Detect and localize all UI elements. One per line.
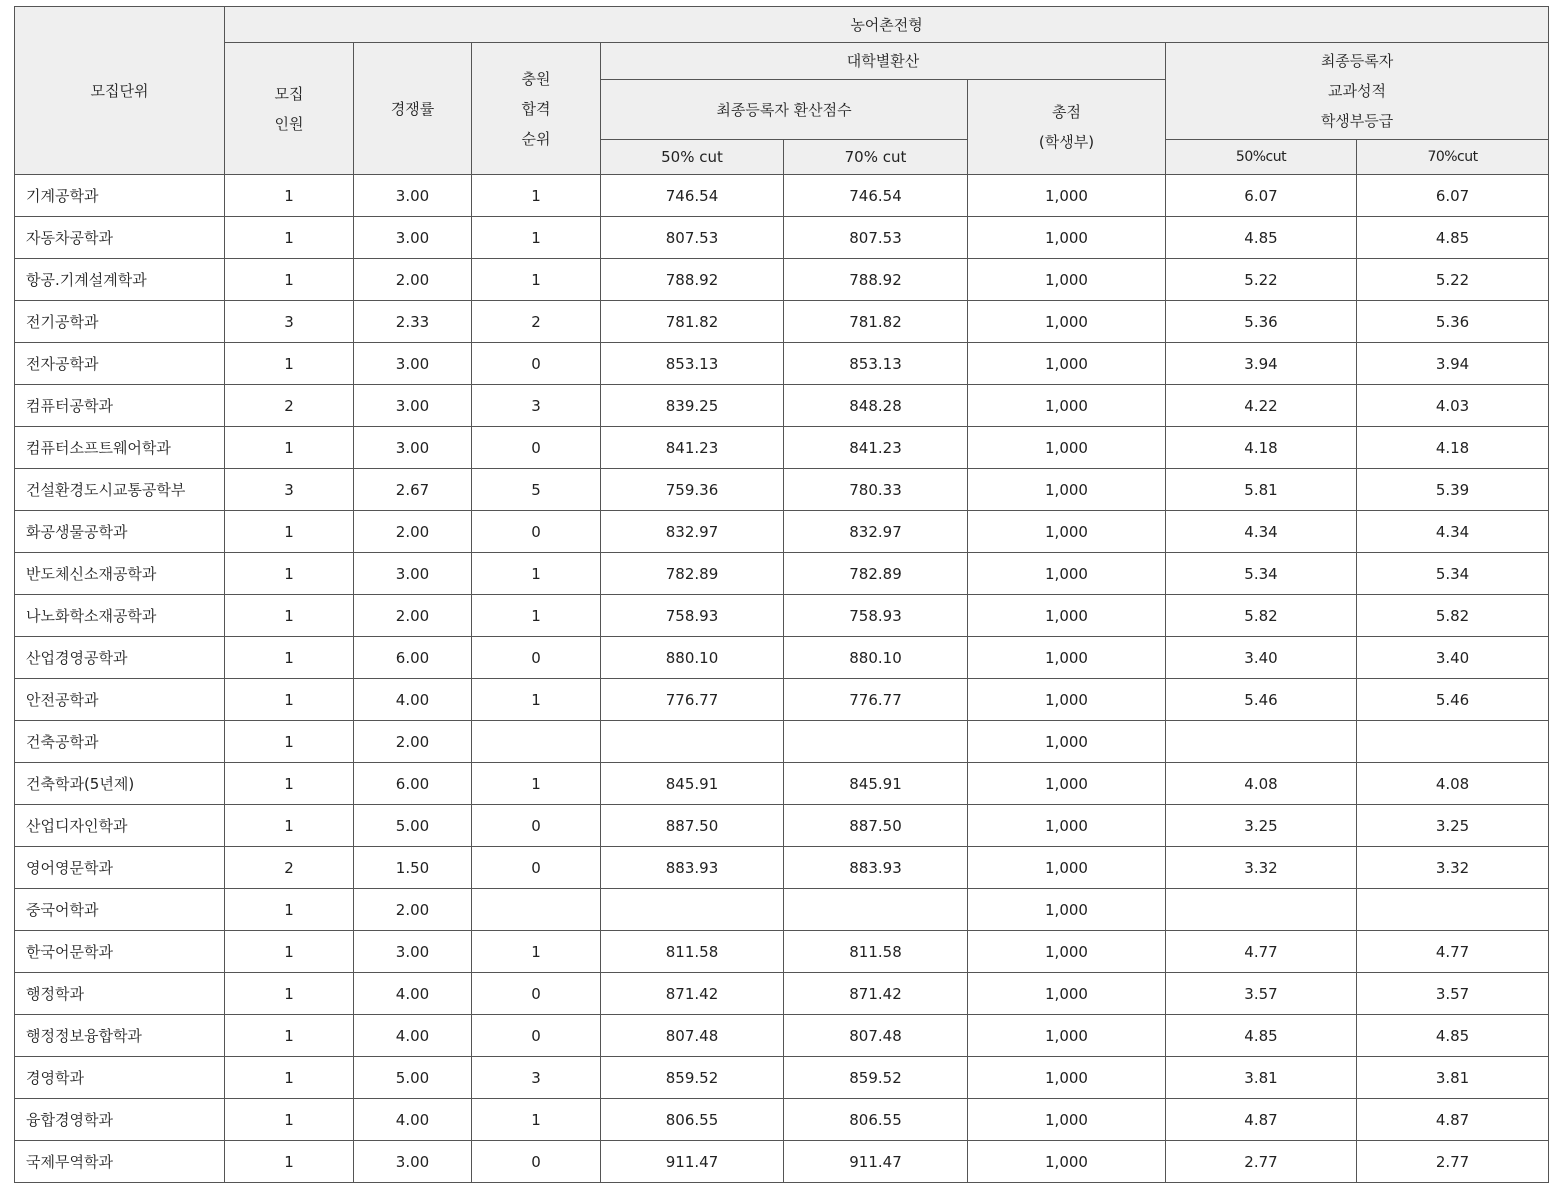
cell-total: 1,000	[968, 1015, 1166, 1057]
header-univ-conv: 대학별환산	[601, 43, 1166, 80]
cell-extra-rank: 1	[472, 553, 601, 595]
cell-score-cut50: 883.93	[601, 847, 784, 889]
table-row	[15, 511, 1549, 553]
cell-quota: 3	[225, 301, 354, 343]
cell-grade-cut70: 5.34	[1357, 553, 1549, 595]
table-row	[15, 217, 1549, 259]
cell-extra-rank: 1	[472, 763, 601, 805]
cell-unit-name: 융합경영학과	[15, 1099, 225, 1141]
header-extra-rank-line: 순위	[521, 129, 551, 148]
cell-grade-cut50: 5.36	[1166, 301, 1357, 343]
cell-unit-name: 행정정보융합학과	[15, 1015, 225, 1057]
header-extra-rank-line: 합격	[521, 99, 551, 118]
cell-score-cut70: 782.89	[784, 553, 968, 595]
cell-score-cut50: 839.25	[601, 385, 784, 427]
cell-unit-name: 컴퓨터소프트웨어학과	[15, 427, 225, 469]
cell-grade-cut50	[1166, 721, 1357, 763]
header-grade-cut50: 50%cut	[1166, 140, 1357, 175]
cell-unit-name: 안전공학과	[15, 679, 225, 721]
cell-grade-cut50: 5.22	[1166, 259, 1357, 301]
cell-score-cut50: 759.36	[601, 469, 784, 511]
cell-total: 1,000	[968, 175, 1166, 217]
cell-total: 1,000	[968, 931, 1166, 973]
cell-grade-cut70: 4.77	[1357, 931, 1549, 973]
cell-grade-cut50: 5.81	[1166, 469, 1357, 511]
header-total	[968, 80, 1166, 175]
table-row	[15, 259, 1549, 301]
cell-total: 1,000	[968, 385, 1166, 427]
cell-quota: 1	[225, 637, 354, 679]
cell-quota: 2	[225, 847, 354, 889]
cell-score-cut50: 911.47	[601, 1141, 784, 1183]
cell-unit-name: 산업경영공학과	[15, 637, 225, 679]
cell-grade-cut70: 5.22	[1357, 259, 1549, 301]
cell-unit-name: 항공.기계설계학과	[15, 259, 225, 301]
table-row	[15, 973, 1549, 1015]
cell-score-cut50: 841.23	[601, 427, 784, 469]
cell-quota: 1	[225, 259, 354, 301]
cell-extra-rank: 1	[472, 931, 601, 973]
cell-ratio: 5.00	[354, 805, 472, 847]
table-row	[15, 343, 1549, 385]
cell-quota: 2	[225, 385, 354, 427]
cell-grade-cut50: 4.77	[1166, 931, 1357, 973]
cell-extra-rank: 1	[472, 259, 601, 301]
table-row	[15, 553, 1549, 595]
cell-score-cut50: 887.50	[601, 805, 784, 847]
header-extra-rank	[472, 43, 601, 175]
cell-quota: 1	[225, 679, 354, 721]
header-score-cut50: 50% cut	[601, 140, 784, 175]
cell-score-cut70: 880.10	[784, 637, 968, 679]
table-row	[15, 1057, 1549, 1099]
header-extra-rank-line: 충원	[521, 69, 551, 88]
cell-score-cut70: 871.42	[784, 973, 968, 1015]
cell-ratio: 5.00	[354, 1057, 472, 1099]
cell-score-cut70: 788.92	[784, 259, 968, 301]
cell-total: 1,000	[968, 259, 1166, 301]
cell-score-cut70: 887.50	[784, 805, 968, 847]
cell-grade-cut70: 3.40	[1357, 637, 1549, 679]
cell-quota: 1	[225, 1099, 354, 1141]
cell-score-cut50: 746.54	[601, 175, 784, 217]
table-row	[15, 637, 1549, 679]
cell-grade-cut70: 5.46	[1357, 679, 1549, 721]
table-row	[15, 1015, 1549, 1057]
table-row	[15, 763, 1549, 805]
cell-score-cut70: 776.77	[784, 679, 968, 721]
header-total-line: (학생부)	[1038, 133, 1095, 151]
cell-total: 1,000	[968, 427, 1166, 469]
cell-ratio: 2.00	[354, 721, 472, 763]
cell-score-cut50: 781.82	[601, 301, 784, 343]
cell-ratio: 2.00	[354, 511, 472, 553]
cell-grade-cut70: 4.87	[1357, 1099, 1549, 1141]
cell-score-cut50: 811.58	[601, 931, 784, 973]
cell-score-cut50: 807.53	[601, 217, 784, 259]
cell-score-cut70: 845.91	[784, 763, 968, 805]
cell-total: 1,000	[968, 301, 1166, 343]
cell-unit-name: 기계공학과	[15, 175, 225, 217]
header-final-grade-line: 학생부등급	[1320, 112, 1394, 130]
header-unit: 모집단위	[15, 7, 225, 175]
cell-grade-cut70: 3.25	[1357, 805, 1549, 847]
cell-extra-rank: 5	[472, 469, 601, 511]
cell-ratio: 3.00	[354, 175, 472, 217]
cell-unit-name: 반도체신소재공학과	[15, 553, 225, 595]
cell-grade-cut50: 5.82	[1166, 595, 1357, 637]
cell-score-cut50: 776.77	[601, 679, 784, 721]
table-row	[15, 427, 1549, 469]
cell-grade-cut70: 4.18	[1357, 427, 1549, 469]
cell-total: 1,000	[968, 889, 1166, 931]
cell-extra-rank	[472, 721, 601, 763]
cell-grade-cut50	[1166, 889, 1357, 931]
cell-score-cut50: 807.48	[601, 1015, 784, 1057]
cell-total: 1,000	[968, 1141, 1166, 1183]
cell-ratio: 4.00	[354, 1015, 472, 1057]
cell-quota: 1	[225, 1141, 354, 1183]
cell-quota: 1	[225, 427, 354, 469]
cell-grade-cut50: 2.77	[1166, 1141, 1357, 1183]
cell-score-cut50: 782.89	[601, 553, 784, 595]
cell-grade-cut70: 5.36	[1357, 301, 1549, 343]
cell-total: 1,000	[968, 637, 1166, 679]
cell-total: 1,000	[968, 847, 1166, 889]
cell-grade-cut50: 4.34	[1166, 511, 1357, 553]
cell-extra-rank: 3	[472, 1057, 601, 1099]
cell-extra-rank: 1	[472, 595, 601, 637]
table-row	[15, 385, 1549, 427]
header-final-conv-score: 최종등록자 환산점수	[601, 80, 968, 140]
cell-score-cut50: 853.13	[601, 343, 784, 385]
cell-grade-cut50: 4.85	[1166, 217, 1357, 259]
cell-grade-cut70	[1357, 721, 1549, 763]
cell-grade-cut70: 2.77	[1357, 1141, 1549, 1183]
cell-grade-cut70: 4.34	[1357, 511, 1549, 553]
cell-unit-name: 국제무역학과	[15, 1141, 225, 1183]
cell-score-cut50: 832.97	[601, 511, 784, 553]
table-row	[15, 595, 1549, 637]
cell-score-cut50: 806.55	[601, 1099, 784, 1141]
cell-total: 1,000	[968, 763, 1166, 805]
table-body	[15, 175, 1549, 1183]
cell-score-cut70: 848.28	[784, 385, 968, 427]
header-quota	[225, 43, 354, 175]
header-quota-line: 인원	[274, 114, 304, 133]
cell-quota: 1	[225, 217, 354, 259]
cell-ratio: 3.00	[354, 217, 472, 259]
cell-total: 1,000	[968, 1099, 1166, 1141]
cell-score-cut70: 883.93	[784, 847, 968, 889]
cell-total: 1,000	[968, 469, 1166, 511]
cell-quota: 3	[225, 469, 354, 511]
cell-quota: 1	[225, 805, 354, 847]
cell-ratio: 3.00	[354, 427, 472, 469]
cell-extra-rank	[472, 889, 601, 931]
cell-ratio: 2.33	[354, 301, 472, 343]
cell-unit-name: 화공생물공학과	[15, 511, 225, 553]
cell-ratio: 3.00	[354, 1141, 472, 1183]
cell-total: 1,000	[968, 721, 1166, 763]
cell-total: 1,000	[968, 511, 1166, 553]
table-row	[15, 847, 1549, 889]
cell-grade-cut70: 5.82	[1357, 595, 1549, 637]
header-total-line: 총점	[1052, 103, 1081, 121]
table-row	[15, 931, 1549, 973]
cell-extra-rank: 0	[472, 427, 601, 469]
cell-score-cut50: 758.93	[601, 595, 784, 637]
cell-unit-name: 행정학과	[15, 973, 225, 1015]
cell-score-cut70: 859.52	[784, 1057, 968, 1099]
cell-unit-name: 건축학과(5년제)	[15, 763, 225, 805]
cell-extra-rank: 3	[472, 385, 601, 427]
cell-grade-cut50: 4.18	[1166, 427, 1357, 469]
cell-grade-cut50: 4.85	[1166, 1015, 1357, 1057]
cell-score-cut70: 811.58	[784, 931, 968, 973]
cell-grade-cut50: 5.46	[1166, 679, 1357, 721]
cell-unit-name: 경영학과	[15, 1057, 225, 1099]
cell-grade-cut70: 3.57	[1357, 973, 1549, 1015]
cell-grade-cut50: 4.87	[1166, 1099, 1357, 1141]
cell-ratio: 3.00	[354, 343, 472, 385]
cell-quota: 1	[225, 175, 354, 217]
cell-extra-rank: 0	[472, 343, 601, 385]
cell-total: 1,000	[968, 217, 1166, 259]
cell-ratio: 1.50	[354, 847, 472, 889]
header-final-grade	[1166, 43, 1549, 140]
cell-grade-cut50: 3.40	[1166, 637, 1357, 679]
cell-quota: 1	[225, 889, 354, 931]
cell-score-cut70	[784, 721, 968, 763]
cell-total: 1,000	[968, 1057, 1166, 1099]
cell-total: 1,000	[968, 595, 1166, 637]
table-row	[15, 469, 1549, 511]
cell-grade-cut70: 4.08	[1357, 763, 1549, 805]
cell-score-cut50: 871.42	[601, 973, 784, 1015]
table-row	[15, 805, 1549, 847]
header-quota-line: 모집	[274, 84, 304, 103]
cell-grade-cut50: 3.81	[1166, 1057, 1357, 1099]
cell-extra-rank: 0	[472, 1015, 601, 1057]
cell-grade-cut70: 4.85	[1357, 1015, 1549, 1057]
cell-unit-name: 한국어문학과	[15, 931, 225, 973]
cell-grade-cut50: 5.34	[1166, 553, 1357, 595]
cell-extra-rank: 2	[472, 301, 601, 343]
header-score-cut70: 70% cut	[784, 140, 968, 175]
cell-extra-rank: 0	[472, 1141, 601, 1183]
cell-unit-name: 영어영문학과	[15, 847, 225, 889]
cell-score-cut70: 780.33	[784, 469, 968, 511]
cell-quota: 1	[225, 931, 354, 973]
cell-grade-cut50: 3.32	[1166, 847, 1357, 889]
cell-quota: 1	[225, 595, 354, 637]
cell-score-cut50	[601, 721, 784, 763]
cell-ratio: 6.00	[354, 637, 472, 679]
cell-ratio: 2.00	[354, 259, 472, 301]
cell-quota: 1	[225, 1015, 354, 1057]
cell-unit-name: 중국어학과	[15, 889, 225, 931]
cell-score-cut70: 853.13	[784, 343, 968, 385]
cell-unit-name: 전자공학과	[15, 343, 225, 385]
table-row	[15, 301, 1549, 343]
cell-grade-cut70: 4.85	[1357, 217, 1549, 259]
cell-ratio: 3.00	[354, 931, 472, 973]
table-row	[15, 721, 1549, 763]
cell-grade-cut70	[1357, 889, 1549, 931]
header-group: 농어촌전형	[225, 7, 1549, 43]
cell-score-cut70: 807.48	[784, 1015, 968, 1057]
cell-quota: 1	[225, 763, 354, 805]
cell-quota: 1	[225, 721, 354, 763]
cell-quota: 1	[225, 511, 354, 553]
cell-total: 1,000	[968, 973, 1166, 1015]
cell-grade-cut50: 3.25	[1166, 805, 1357, 847]
header-final-grade-line: 교과성적	[1328, 82, 1387, 100]
cell-extra-rank: 1	[472, 1099, 601, 1141]
cell-score-cut50	[601, 889, 784, 931]
cell-grade-cut50: 4.22	[1166, 385, 1357, 427]
cell-extra-rank: 1	[472, 679, 601, 721]
cell-quota: 1	[225, 973, 354, 1015]
cell-extra-rank: 1	[472, 175, 601, 217]
cell-grade-cut50: 4.08	[1166, 763, 1357, 805]
cell-unit-name: 건설환경도시교통공학부	[15, 469, 225, 511]
cell-ratio: 4.00	[354, 973, 472, 1015]
cell-unit-name: 전기공학과	[15, 301, 225, 343]
cell-extra-rank: 0	[472, 973, 601, 1015]
cell-score-cut70: 911.47	[784, 1141, 968, 1183]
cell-ratio: 4.00	[354, 679, 472, 721]
cell-extra-rank: 0	[472, 847, 601, 889]
cell-extra-rank: 0	[472, 637, 601, 679]
table-row	[15, 175, 1549, 217]
header-grade-cut70: 70%cut	[1357, 140, 1549, 175]
cell-score-cut70: 807.53	[784, 217, 968, 259]
header-ratio: 경쟁률	[354, 43, 472, 175]
cell-ratio: 3.00	[354, 553, 472, 595]
admission-results-table	[14, 6, 1549, 1183]
cell-score-cut50: 788.92	[601, 259, 784, 301]
cell-quota: 1	[225, 1057, 354, 1099]
cell-grade-cut70: 3.32	[1357, 847, 1549, 889]
cell-grade-cut70: 6.07	[1357, 175, 1549, 217]
table-row	[15, 1099, 1549, 1141]
cell-score-cut70: 758.93	[784, 595, 968, 637]
cell-score-cut50: 859.52	[601, 1057, 784, 1099]
cell-grade-cut50: 3.94	[1166, 343, 1357, 385]
cell-ratio: 2.67	[354, 469, 472, 511]
cell-ratio: 6.00	[354, 763, 472, 805]
cell-grade-cut50: 3.57	[1166, 973, 1357, 1015]
cell-grade-cut70: 5.39	[1357, 469, 1549, 511]
cell-total: 1,000	[968, 343, 1166, 385]
table-row	[15, 679, 1549, 721]
cell-quota: 1	[225, 343, 354, 385]
cell-ratio: 3.00	[354, 385, 472, 427]
cell-score-cut70: 841.23	[784, 427, 968, 469]
cell-extra-rank: 0	[472, 805, 601, 847]
cell-unit-name: 나노화학소재공학과	[15, 595, 225, 637]
cell-score-cut50: 880.10	[601, 637, 784, 679]
cell-extra-rank: 1	[472, 217, 601, 259]
cell-score-cut70: 781.82	[784, 301, 968, 343]
header-final-grade-line: 최종등록자	[1320, 52, 1394, 70]
cell-extra-rank: 0	[472, 511, 601, 553]
table-header	[15, 7, 1549, 175]
table-row	[15, 889, 1549, 931]
table-row	[15, 1141, 1549, 1183]
cell-grade-cut50: 6.07	[1166, 175, 1357, 217]
cell-grade-cut70: 3.81	[1357, 1057, 1549, 1099]
cell-total: 1,000	[968, 805, 1166, 847]
cell-total: 1,000	[968, 553, 1166, 595]
cell-unit-name: 건축공학과	[15, 721, 225, 763]
cell-score-cut70	[784, 889, 968, 931]
cell-total: 1,000	[968, 679, 1166, 721]
cell-score-cut70: 806.55	[784, 1099, 968, 1141]
cell-score-cut70: 746.54	[784, 175, 968, 217]
cell-ratio: 2.00	[354, 889, 472, 931]
cell-unit-name: 산업디자인학과	[15, 805, 225, 847]
cell-ratio: 4.00	[354, 1099, 472, 1141]
cell-score-cut50: 845.91	[601, 763, 784, 805]
cell-grade-cut70: 3.94	[1357, 343, 1549, 385]
cell-unit-name: 컴퓨터공학과	[15, 385, 225, 427]
cell-ratio: 2.00	[354, 595, 472, 637]
cell-unit-name: 자동차공학과	[15, 217, 225, 259]
cell-grade-cut70: 4.03	[1357, 385, 1549, 427]
cell-quota: 1	[225, 553, 354, 595]
cell-score-cut70: 832.97	[784, 511, 968, 553]
